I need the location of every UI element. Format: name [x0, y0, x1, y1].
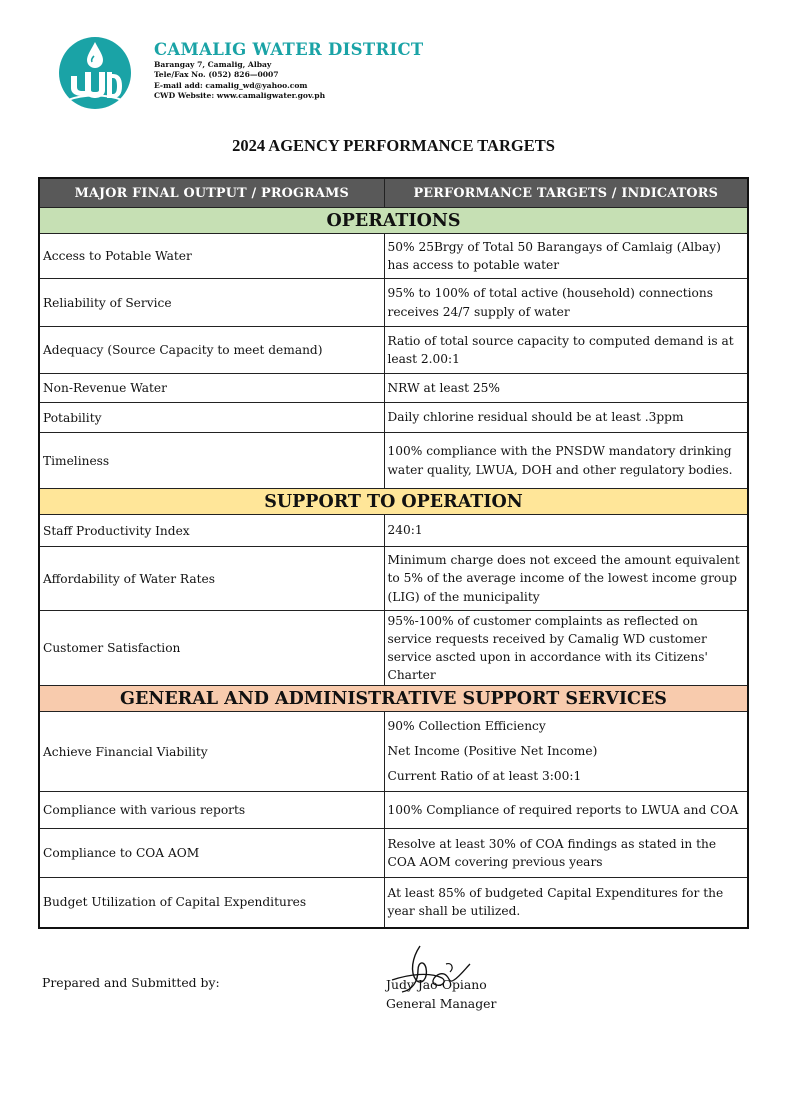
- program-cell: Reliability of Service: [39, 279, 384, 327]
- section-row-operations: [39, 208, 748, 234]
- table-row: [39, 829, 748, 878]
- target-cell: NRW at least 25%: [384, 374, 748, 403]
- water-drop-logo-icon: [58, 36, 132, 110]
- target-cell: 50% 25Brgy of Total 50 Barangays of Camlaig (Albay) has access to potable water: [384, 234, 748, 279]
- column-header-targets: PERFORMANCE TARGETS / INDICATORS: [384, 178, 748, 208]
- target-cell: 95% to 100% of total active (household) connections receives 24/7 supply of water: [384, 279, 748, 327]
- org-address: Barangay 7, Camalig, Albay: [154, 60, 272, 69]
- section-title: GENERAL AND ADMINISTRATIVE SUPPORT SERVICES: [39, 686, 748, 712]
- target-cell: Ratio of total source capacity to computed demand is at least 2.00:1: [384, 327, 748, 374]
- table-row: [39, 712, 748, 792]
- table-row: [39, 327, 748, 374]
- performance-targets-table: [38, 177, 749, 929]
- target-cell: [384, 712, 748, 792]
- target-line: Net Income (Positive Net Income): [387, 744, 598, 758]
- table-row: [39, 611, 748, 686]
- target-cell: 240:1: [384, 515, 748, 547]
- target-line: 90% Collection Efficiency: [387, 719, 546, 733]
- target-cell: At least 85% of budgeted Capital Expenditures for the year shall be utilized.: [384, 878, 748, 928]
- prepared-by-label: Prepared and Submitted by:: [42, 975, 220, 990]
- program-cell: Customer Satisfaction: [39, 611, 384, 686]
- program-cell: Affordability of Water Rates: [39, 547, 384, 611]
- table-row: [39, 374, 748, 403]
- program-cell: Potability: [39, 403, 384, 433]
- program-cell: Staff Productivity Index: [39, 515, 384, 547]
- program-cell: Budget Utilization of Capital Expenditures: [39, 878, 384, 928]
- program-cell: Compliance to COA AOM: [39, 829, 384, 878]
- column-header-programs: MAJOR FINAL OUTPUT / PROGRAMS: [39, 178, 384, 208]
- program-cell: Non-Revenue Water: [39, 374, 384, 403]
- table-row: [39, 878, 748, 928]
- signatory-title: General Manager: [386, 996, 497, 1011]
- signatory-name: Judy Jao-Opiano: [386, 977, 487, 992]
- table-header-row: [39, 178, 748, 208]
- target-cell: 100% compliance with the PNSDW mandatory drinking water quality, LWUA, DOH and other regulatory bodies.: [384, 433, 748, 489]
- target-cell: Resolve at least 30% of COA findings as stated in the COA AOM covering previous years: [384, 829, 748, 878]
- program-cell: Adequacy (Source Capacity to meet demand): [39, 327, 384, 374]
- signatory-block: [386, 975, 496, 1013]
- table-row: [39, 792, 748, 829]
- program-cell: Timeliness: [39, 433, 384, 489]
- program-cell: Achieve Financial Viability: [39, 712, 384, 792]
- target-line: Current Ratio of at least 3:00:1: [387, 769, 582, 783]
- org-email: E-mail add: camalig_wd@yahoo.com: [154, 80, 308, 90]
- table-row: [39, 433, 748, 489]
- target-cell: 95%-100% of customer complaints as reflected on service requests received by Camalig WD customer service ascted upon in accordance with its Citizens' Charter: [384, 611, 748, 686]
- table-row: [39, 403, 748, 433]
- target-cell: Daily chlorine residual should be at least .3ppm: [384, 403, 748, 433]
- table-row: [39, 515, 748, 547]
- org-telefax: Tele/Fax No. (052) 826—0007: [154, 70, 279, 80]
- target-cell: Minimum charge does not exceed the amount equivalent to 5% of the average income of the lowest income group (LIG) of the municipality: [384, 547, 748, 611]
- letterhead: [58, 36, 658, 110]
- table-row: [39, 547, 748, 611]
- org-info: [154, 40, 424, 101]
- program-cell: Access to Potable Water: [39, 234, 384, 279]
- section-row-general-admin: [39, 686, 748, 712]
- target-cell: 100% Compliance of required reports to LWUA and COA: [384, 792, 748, 829]
- section-row-support: [39, 489, 748, 515]
- program-cell: Compliance with various reports: [39, 792, 384, 829]
- document-title: 2024 AGENCY PERFORMANCE TARGETS: [232, 136, 555, 155]
- table-row: [39, 279, 748, 327]
- section-title: SUPPORT TO OPERATION: [39, 489, 748, 515]
- org-name: CAMALIG WATER DISTRICT: [154, 40, 424, 59]
- section-title: OPERATIONS: [39, 208, 748, 234]
- table-row: [39, 234, 748, 279]
- org-website: CWD Website: www.camaligwater.gov.ph: [154, 90, 326, 100]
